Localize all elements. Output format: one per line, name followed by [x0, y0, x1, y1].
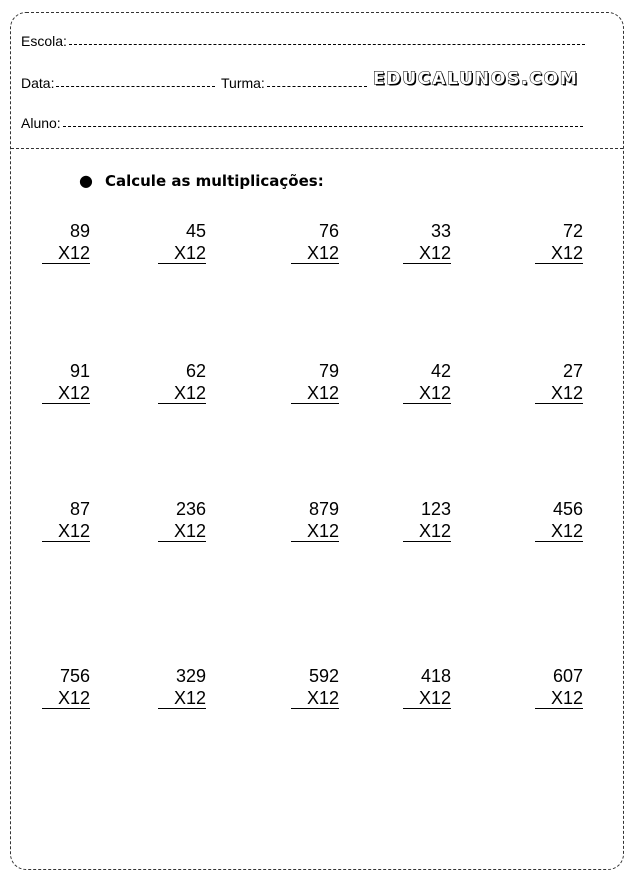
- multiplication-problem: [513, 665, 583, 709]
- problem-multiplier: X12: [535, 521, 583, 542]
- problem-multiplier: X12: [158, 383, 206, 404]
- problem-multiplier: X12: [403, 521, 451, 542]
- problem-number: 879: [308, 499, 339, 519]
- problem-number: 45: [185, 221, 206, 241]
- problem-multiplier: X12: [42, 243, 90, 264]
- multiplication-problem: [381, 498, 451, 542]
- problem-number: 89: [69, 221, 90, 241]
- multiplication-problem: [136, 665, 206, 709]
- multiplication-problem: [269, 220, 339, 264]
- problem-multiplier: X12: [403, 688, 451, 709]
- multiplication-problem: [20, 360, 90, 404]
- problem-number: 456: [552, 499, 583, 519]
- problem-multiplier: X12: [158, 688, 206, 709]
- problem-multiplier: X12: [42, 521, 90, 542]
- problem-multiplier: X12: [535, 688, 583, 709]
- multiplication-problem: [381, 360, 451, 404]
- student-label: Aluno:: [21, 115, 61, 131]
- problem-multiplier: X12: [403, 383, 451, 404]
- problem-number: 607: [552, 666, 583, 686]
- problem-number: 329: [175, 666, 206, 686]
- multiplication-problem: [269, 498, 339, 542]
- problem-number: 42: [430, 361, 451, 381]
- problem-number: 33: [430, 221, 451, 241]
- problem-number: 756: [59, 666, 90, 686]
- school-label: Escola:: [21, 33, 67, 49]
- problem-number: 418: [420, 666, 451, 686]
- multiplication-problem: [20, 665, 90, 709]
- problem-multiplier: X12: [535, 243, 583, 264]
- problem-multiplier: X12: [291, 521, 339, 542]
- multiplication-problem: [20, 220, 90, 264]
- problem-multiplier: X12: [42, 383, 90, 404]
- brand-logo: EDUCALUNOS.COM: [373, 69, 579, 89]
- problem-multiplier: X12: [291, 243, 339, 264]
- multiplication-problem: [513, 220, 583, 264]
- bullet-icon: ●: [79, 171, 93, 190]
- multiplication-problem: [136, 498, 206, 542]
- problem-multiplier: X12: [535, 383, 583, 404]
- multiplication-problem: [20, 498, 90, 542]
- problem-multiplier: X12: [403, 243, 451, 264]
- multiplication-problem: [513, 498, 583, 542]
- multiplication-problem: [136, 360, 206, 404]
- problem-multiplier: X12: [42, 688, 90, 709]
- problem-number: 592: [308, 666, 339, 686]
- multiplication-problem: [381, 665, 451, 709]
- problem-multiplier: X12: [291, 383, 339, 404]
- worksheet: [10, 12, 624, 870]
- problem-number: 62: [185, 361, 206, 381]
- problem-number: 87: [69, 499, 90, 519]
- problem-number: 72: [562, 221, 583, 241]
- multiplication-problem: [269, 360, 339, 404]
- class-label: Turma:: [221, 75, 265, 91]
- problem-number: 91: [69, 361, 90, 381]
- multiplication-problem: [136, 220, 206, 264]
- instruction-text: Calcule as multiplicações:: [104, 171, 324, 190]
- problem-number: 123: [420, 499, 451, 519]
- problem-multiplier: X12: [158, 243, 206, 264]
- problem-number: 27: [562, 361, 583, 381]
- problem-grid: [11, 13, 623, 869]
- problem-multiplier: X12: [158, 521, 206, 542]
- problem-number: 76: [318, 221, 339, 241]
- problem-number: 236: [175, 499, 206, 519]
- date-label: Data:: [21, 75, 55, 91]
- problem-multiplier: X12: [291, 688, 339, 709]
- multiplication-problem: [269, 665, 339, 709]
- problem-number: 79: [318, 361, 339, 381]
- multiplication-problem: [381, 220, 451, 264]
- multiplication-problem: [513, 360, 583, 404]
